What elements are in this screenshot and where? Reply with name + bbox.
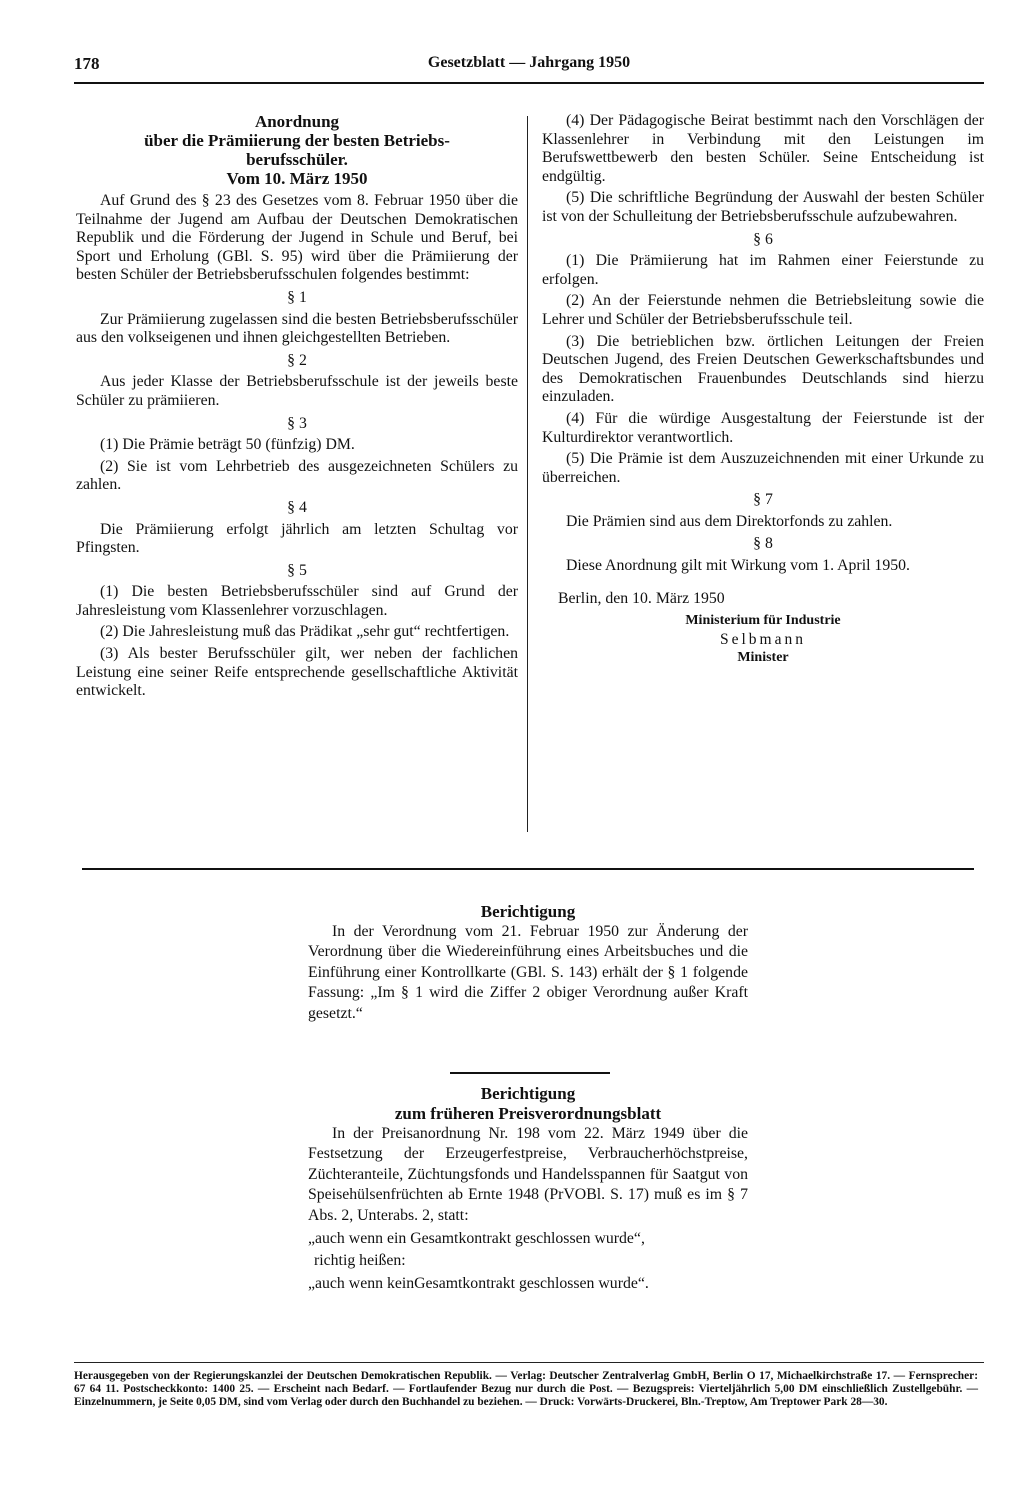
section-8-text: Diese Anordnung gilt mit Wirkung vom 1. April 1950.	[566, 557, 910, 575]
section-7-heading: § 7	[753, 491, 773, 509]
signature-block	[542, 612, 984, 668]
section-3-paragraph-2: (2) Sie ist vom Lehrbetrieb des ausgezeichneten Schülers zu zahlen.	[76, 457, 518, 494]
section-2-heading: § 2	[287, 351, 307, 369]
left-column	[76, 112, 518, 701]
section-4-text: Die Prämiierung erfolgt jährlich am letzten Schultag vor Pfingsten.	[76, 520, 518, 557]
section-2-text: Aus jeder Klasse der Betriebsberufsschule ist der jeweils beste Schüler zu prämiieren.	[76, 373, 518, 409]
right-column	[542, 112, 984, 668]
section-8-heading: § 8	[753, 535, 773, 553]
correction-1-text: In der Verordnung vom 21. Februar 1950 zur Änderung der Verordnung über die Wiedereinführung eines Arbeitsbuches und die Einführung einer Kontrollkarte (GBl. S. 143) erhält der § 1 folgende Fassung: „Im § 1 wird die Ziffer 2 obiger Verordnung außer Kraft gesetzt.“	[308, 923, 748, 1022]
correction-2-title-line1: Berichtigung	[480, 1084, 576, 1103]
section-7-text: Die Prämien sind aus dem Direktorfonds zu zahlen.	[566, 512, 893, 530]
section-1-heading: § 1	[287, 288, 307, 306]
section-5-paragraph-2: (2) Die Jahresleistung muß das Prädikat „sehr gut“ rechtfertigen.	[100, 623, 510, 641]
section-6-heading: § 6	[753, 230, 773, 248]
section-5-paragraph-3: (3) Als bester Berufsschüler gilt, wer neben der fachlichen Leistung eine seiner Reife entsprechende gesellschaftliche Aktivität entwickelt.	[76, 645, 518, 700]
section-3-heading: § 3	[287, 414, 307, 432]
correction-2	[308, 1084, 748, 1294]
ordinance-title-line1: Anordnung	[254, 112, 340, 131]
ministry-name: Ministerium für Industrie	[685, 613, 841, 629]
section-5-paragraph-4: (4) Der Pädagogische Beirat bestimmt nach den Vorschlägen der Klassenlehrer in Verbindung mit den Leistungen im Berufswettbewerb den besten Schüler. Seine Entscheidung ist endgültig.	[542, 112, 984, 185]
section-6-paragraph-4: (4) Für die würdige Ausgestaltung der Feierstunde ist der Kulturdirektor verantwortlich.	[542, 409, 984, 446]
preamble: Auf Grund des § 23 des Gesetzes vom 8. Februar 1950 über die Teilnahme der Jugend am Aufbau der Deutschen Demokratischen Republik und die Förderung der Jugend in Schule und Beruf, bei Sport und Erholung (GBl. S. 95) wird über die Prämiierung der besten Schüler der Betriebsberufsschulen folgendes bestimmt:	[76, 192, 518, 284]
correction-connector: richtig heißen:	[314, 1252, 406, 1270]
page-header	[74, 54, 984, 80]
section-5-paragraph-1: (1) Die besten Betriebsberufsschüler sind auf Grund der Jahresleistung vom Klassenlehrer vorzuschlagen.	[76, 583, 518, 619]
quote-old: „auch wenn ein Gesamtkontrakt geschlossen wurde“,	[308, 1230, 645, 1248]
ordinance-title-line2: über die Prämiierung der besten Betriebs-	[144, 131, 450, 150]
section-4-heading: § 4	[287, 498, 307, 516]
correction-1-title: Berichtigung	[480, 902, 576, 921]
section-6-paragraph-1: (1) Die Prämiierung hat im Rahmen einer Feierstunde zu erfolgen.	[542, 252, 984, 288]
section-divider	[82, 868, 974, 870]
correction-1	[308, 902, 748, 1027]
short-divider	[450, 1072, 610, 1074]
column-divider	[527, 116, 528, 832]
section-5-paragraph-5: (5) Die schriftliche Begründung der Auswahl der besten Schüler ist von der Schulleitung der Betriebsberufsschule aufzubewahren.	[542, 189, 984, 225]
correction-2-text: In der Preisanordnung Nr. 198 vom 22. März 1949 über die Festsetzung der Erzeugerfestpreise, Verbraucherhöchstpreise, Züchteranteile, Züchtungsfonds und Handelsspannen für Saatgut von Speisehülsenfrüchten ab Ernte 1948 (PrVOBl. S. 17) muß es im § 7 Abs. 2, Unterabs. 2, statt:	[308, 1125, 748, 1224]
section-3-paragraph-1: (1) Die Prämie beträgt 50 (fünfzig) DM.	[100, 436, 355, 454]
signatory-name: Selbmann	[720, 630, 806, 648]
section-6-paragraph-2: (2) An der Feierstunde nehmen die Betriebsleitung sowie die Lehrer und Schüler der Betriebsberufsschule teil.	[542, 292, 984, 328]
running-title: Gesetzblatt — Jahrgang 1950	[427, 54, 631, 71]
ordinance-date: Vom 10. März 1950	[226, 169, 368, 188]
section-6-paragraph-3: (3) Die betrieblichen bzw. örtlichen Leitungen der Freien Deutschen Jugend, des Freien Deutschen Gewerkschaftsbundes und des Demokratischen Frauenbundes Deutschlands sind hierzu einzuladen.	[542, 332, 984, 406]
section-5-heading: § 5	[287, 561, 307, 579]
signatory-role: Minister	[737, 650, 789, 666]
place-and-date: Berlin, den 10. März 1950	[558, 589, 725, 607]
ordinance-title-line3: berufsschüler.	[246, 150, 348, 169]
page-number: 178	[74, 54, 100, 73]
correction-2-title-line2: zum früheren Preisverordnungsblatt	[394, 1104, 662, 1123]
section-1-text: Zur Prämiierung zugelassen sind die besten Betriebsberufsschüler aus den volkseigenen und ihnen gleichgestellten Betrieben.	[76, 310, 518, 347]
header-rule	[74, 82, 984, 84]
quote-new: „auch wenn keinGesamtkontrakt geschlossen wurde“.	[308, 1274, 649, 1292]
footer-rule	[74, 1362, 984, 1363]
publisher-imprint: Herausgegeben von der Regierungskanzlei der Deutschen Demokratischen Republik. — Verlag: Deutscher Zentralverlag GmbH, Berlin O 17, Michaelkirchstraße 17. — Fernsprecher: 67 64 11. Postscheckkonto: 1400 25. — Erscheint nach Bedarf. — Fortlaufender Bezug nur durch die Post. — Bezugspreis: Vierteljährlich 5,00 DM einschließlich Zustellgebühr. — Einzelnummern, je Seite 0,05 DM, sind vom Verlag oder durch den Buchhandel zu beziehen. — Druck: Vorwärts-Druckerei, Bln.-Treptow, Am Treptower Park 28—30.	[74, 1370, 978, 1409]
section-6-paragraph-5: (5) Die Prämie ist dem Auszuzeichnenden mit einer Urkunde zu überreichen.	[542, 450, 984, 486]
